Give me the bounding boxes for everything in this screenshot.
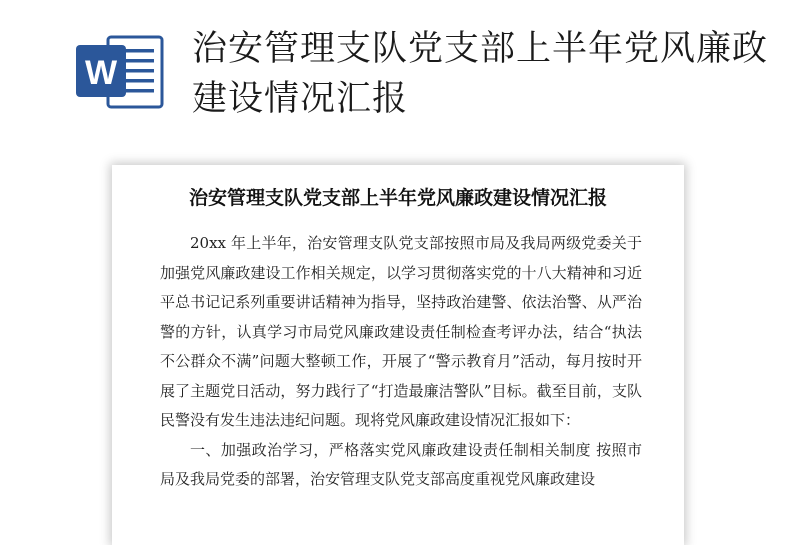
document-heading: 治安管理支队党支部上半年党风廉政建设情况汇报	[188, 187, 607, 209]
word-document-icon	[74, 31, 166, 113]
document-paragraph: 20xx 年上半年，治安管理支队党支部按照市局及我局两级党委关于加强党风廉政建设工作相关规定，以学习贯彻落实党的十八大精神和习近平总书记记系列重要讲话精神为指导，坚持政治建警、依法治警、从严治警的方针，认真学习市局党风廉政建设责任制检查考评办法，结合“执法不公群众不满”问题大整顿工作，开展了“警示教育月”活动，每月按时开展了主题党日活动，努力践行了“打造最廉洁警队”目标。截至目前，支队民警没有发生违法违纪问题。现将党风廉政建设情况汇报如下：	[160, 234, 642, 429]
document-paragraph: 一、加强政治学习，严格落实党风廉政建设责任制相关制度 按照市局及我局党委的部署，治安管理支队党支部高度重视党风廉政建设	[160, 440, 642, 488]
word-icon-line	[122, 49, 154, 53]
document-page	[112, 165, 684, 545]
word-icon-line	[122, 79, 154, 83]
word-icon-letter: W	[84, 54, 118, 92]
word-icon-line	[122, 89, 154, 93]
header-title: 治安管理支队党支部上半年党风廉政建设情况汇报	[192, 29, 769, 119]
document-body	[160, 229, 642, 495]
word-icon-line	[122, 69, 154, 73]
word-icon-line	[122, 59, 154, 63]
